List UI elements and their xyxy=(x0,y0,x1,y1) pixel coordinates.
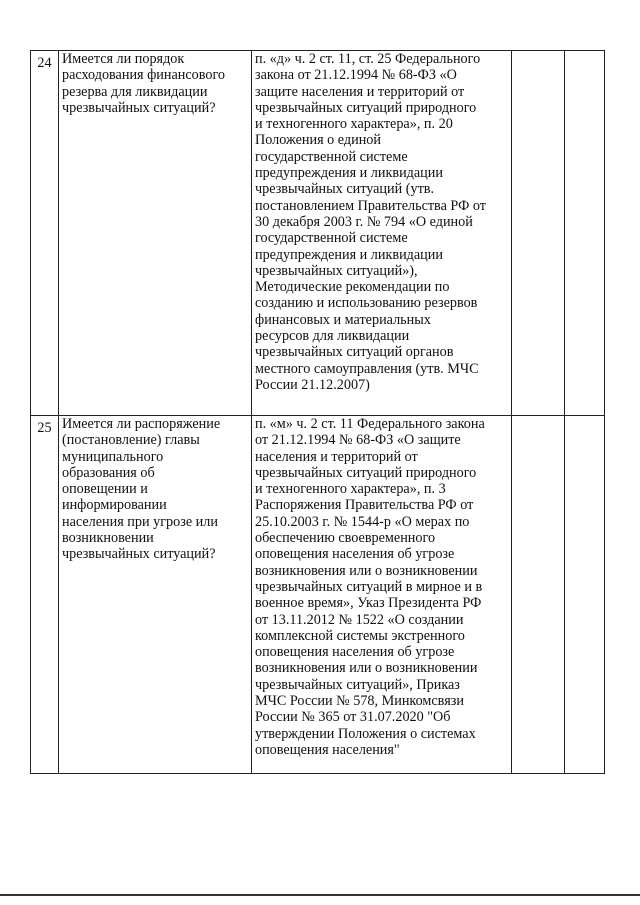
basis-line: чрезвычайных ситуаций», Приказ xyxy=(255,676,460,693)
question-line: Имеется ли распоряжение xyxy=(62,416,221,432)
basis-line: чрезвычайных ситуаций органов xyxy=(255,344,454,361)
question-line: расходования финансового xyxy=(62,67,226,84)
legal-basis-cell xyxy=(252,51,512,416)
basis-line: оповещения населения" xyxy=(255,741,400,758)
basis-line: комплексной системы экстренного xyxy=(255,627,465,644)
basis-line: России 21.12.2007) xyxy=(255,376,370,393)
basis-line: возникновения или о возникновении xyxy=(255,562,478,579)
basis-line: чрезвычайных ситуаций природного xyxy=(255,99,477,116)
answer-cell-yes[interactable] xyxy=(512,51,565,416)
basis-line: созданию и использованию резервов xyxy=(255,295,478,312)
question-line: населения при угрозе или xyxy=(62,513,218,530)
basis-line: и техногенного характера», п. 20 xyxy=(255,116,453,133)
question-line: информировании xyxy=(62,497,167,514)
answer-cell-yes[interactable] xyxy=(512,416,565,774)
basis-line: чрезвычайных ситуаций»), xyxy=(255,262,418,279)
basis-line: обеспечению своевременного xyxy=(255,530,436,547)
row-number: 25 xyxy=(31,416,59,774)
question-line: Имеется ли порядок xyxy=(62,51,185,67)
basis-line: оповещения населения об угрозе xyxy=(255,644,455,661)
legal-basis-cell xyxy=(252,416,512,774)
basis-line: п. «м» ч. 2 ст. 11 Федерального закона xyxy=(255,416,485,432)
basis-line: защите населения и территорий от xyxy=(255,83,465,100)
question-line: муниципального xyxy=(62,448,164,465)
basis-line: чрезвычайных ситуаций природного xyxy=(255,464,477,481)
checklist-table xyxy=(30,50,605,774)
basis-line: Методические рекомендации по xyxy=(255,279,450,296)
question-cell xyxy=(59,416,252,774)
table-row xyxy=(31,416,605,774)
basis-line: военное время», Указ Президента РФ xyxy=(255,595,482,612)
basis-line: государственной системе xyxy=(255,230,408,247)
basis-line: МЧС России № 578, Минкомсвязи xyxy=(255,693,464,710)
basis-line: населения и территорий от xyxy=(255,448,418,465)
basis-line: государственной системе xyxy=(255,148,408,165)
question-line: возникновении xyxy=(62,530,154,547)
basis-line: закона от 21.12.1994 № 68-ФЗ «О xyxy=(255,67,457,84)
basis-line: от 13.11.2012 № 1522 «О создании xyxy=(255,611,464,628)
basis-line: утверждении Положения о системах xyxy=(255,725,476,742)
table-row xyxy=(31,51,605,416)
basis-line: оповещения населения об угрозе xyxy=(255,546,455,563)
basis-line: п. «д» ч. 2 ст. 11, ст. 25 Федерального xyxy=(255,51,481,67)
question-line: резерва для ликвидации xyxy=(62,83,208,100)
basis-line: финансовых и материальных xyxy=(255,311,431,328)
basis-line: возникновения или о возникновении xyxy=(255,660,478,677)
basis-line: Положения о единой xyxy=(255,132,381,149)
answer-cell-no[interactable] xyxy=(565,416,605,774)
basis-line: 25.10.2003 г. № 1544-р «О мерах по xyxy=(255,513,470,530)
basis-line: чрезвычайных ситуаций в мирное и в xyxy=(255,578,483,595)
question-line: (постановление) главы xyxy=(62,432,200,449)
question-line: образования об xyxy=(62,464,155,481)
question-line: чрезвычайных ситуаций? xyxy=(62,546,216,563)
basis-line: России № 365 от 31.07.2020 "Об xyxy=(255,709,451,726)
basis-line: от 21.12.1994 № 68-ФЗ «О защите xyxy=(255,432,461,449)
row-number: 24 xyxy=(31,51,59,416)
question-cell xyxy=(59,51,252,416)
basis-line: местного самоуправления (утв. МЧС xyxy=(255,360,479,377)
question-line: оповещении и xyxy=(62,481,148,498)
basis-line: чрезвычайных ситуаций (утв. xyxy=(255,181,435,198)
basis-line: 30 декабря 2003 г. № 794 «О единой xyxy=(255,213,473,230)
scan-edge-line xyxy=(0,894,640,896)
answer-cell-no[interactable] xyxy=(565,51,605,416)
basis-line: и техногенного характера», п. 3 xyxy=(255,481,446,498)
basis-line: постановлением Правительства РФ от xyxy=(255,197,486,214)
basis-line: предупреждения и ликвидации xyxy=(255,246,443,263)
question-line: чрезвычайных ситуаций? xyxy=(62,99,216,116)
basis-line: Распоряжения Правительства РФ от xyxy=(255,497,474,514)
basis-line: предупреждения и ликвидации xyxy=(255,165,443,182)
basis-line: ресурсов для ликвидации xyxy=(255,328,410,345)
